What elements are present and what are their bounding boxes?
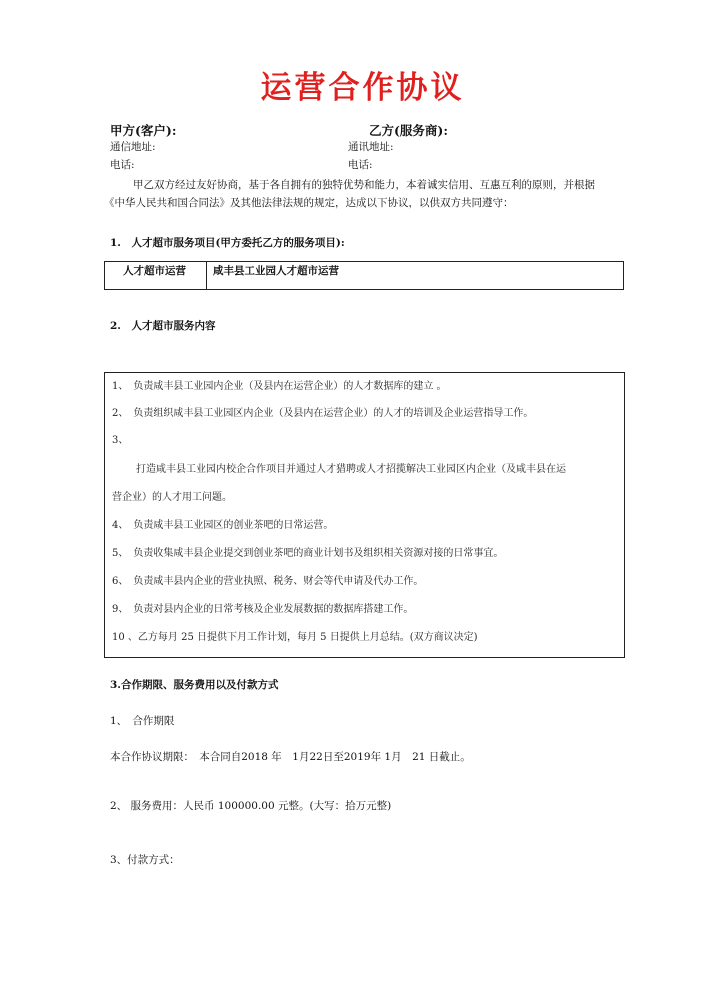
party-a-address-label: 通信地址: [110, 141, 156, 153]
document-title: 运营合作协议 [260, 70, 465, 106]
service-table-cell-detail: 咸丰县工业园人才超市运营 [213, 265, 339, 277]
fee-text: 2、 服务费用：人民币 100000.00 元整。(大写：拾万元整) [110, 800, 392, 812]
section-2-heading: 2. 人才超市服务内容 [110, 320, 216, 332]
service-content-item: 4、 负责咸丰县工业园区的创业茶吧的日常运营。 [112, 520, 334, 531]
section-1-heading: 1. 人才超市服务项目(甲方委托乙方的服务项目): [110, 237, 345, 249]
service-content-item: 打造咸丰县工业园内校企合作项目并通过人才猎聘或人才招揽解决工业园区内企业（及咸丰县在运 [136, 464, 566, 475]
party-b-address-label: 通讯地址: [348, 141, 394, 153]
service-content-item: 6、 负责咸丰县内企业的营业执照、税务、财会等代申请及代办工作。 [112, 576, 424, 587]
term-label: 1、 合作期限 [110, 715, 175, 727]
party-a-phone-label: 电话: [110, 159, 135, 171]
party-b-label: 乙方(服务商): [369, 123, 448, 138]
service-content-item: 3、 [112, 435, 129, 446]
intro-line-1: 甲乙双方经过友好协商，基于各自拥有的独特优势和能力，本着诚实信用、互惠互利的原则，并根据 [133, 179, 595, 191]
term-text: 本合作协议期限： 本合同自2018 年 1月22日至2019年 1月 21 日截止。 [110, 751, 471, 763]
service-content-item: 5、 负责收集咸丰县企业提交到创业茶吧的商业计划书及组织相关资源对接的日常事宜。 [112, 548, 504, 559]
service-content-box [104, 372, 625, 658]
intro-line-2: 《中华人民共和国合同法》及其他法律法规的规定，达成以下协议，以供双方共同遵守： [104, 197, 514, 209]
service-content-item: 营企业）的人才用工问题。 [112, 492, 232, 503]
service-content-item: 9、 负责对县内企业的日常考核及企业发展数据的数据库搭建工作。 [112, 604, 414, 615]
payment-label: 3、付款方式： [110, 854, 180, 866]
service-content-item: 1、 负责咸丰县工业园内企业（及县内在运营企业）的人才数据库的建立 。 [112, 381, 447, 392]
party-a-label: 甲方(客户): [110, 123, 177, 138]
service-items-table [104, 261, 624, 290]
service-content-item: 10 、乙方每月 25 日提供下月工作计划，每月 5 日提供上月总结。(双方商议决定) [112, 632, 478, 643]
service-table-cell-item: 人才超市运营 [105, 262, 207, 289]
section-3-heading: 3.合作期限、服务费用以及付款方式 [110, 679, 279, 691]
party-b-phone-label: 电话: [348, 159, 373, 171]
service-content-item: 2、 负责组织咸丰县工业园区内企业（及县内在运营企业）的人才的培训及企业运营指导工作。 [112, 408, 534, 419]
